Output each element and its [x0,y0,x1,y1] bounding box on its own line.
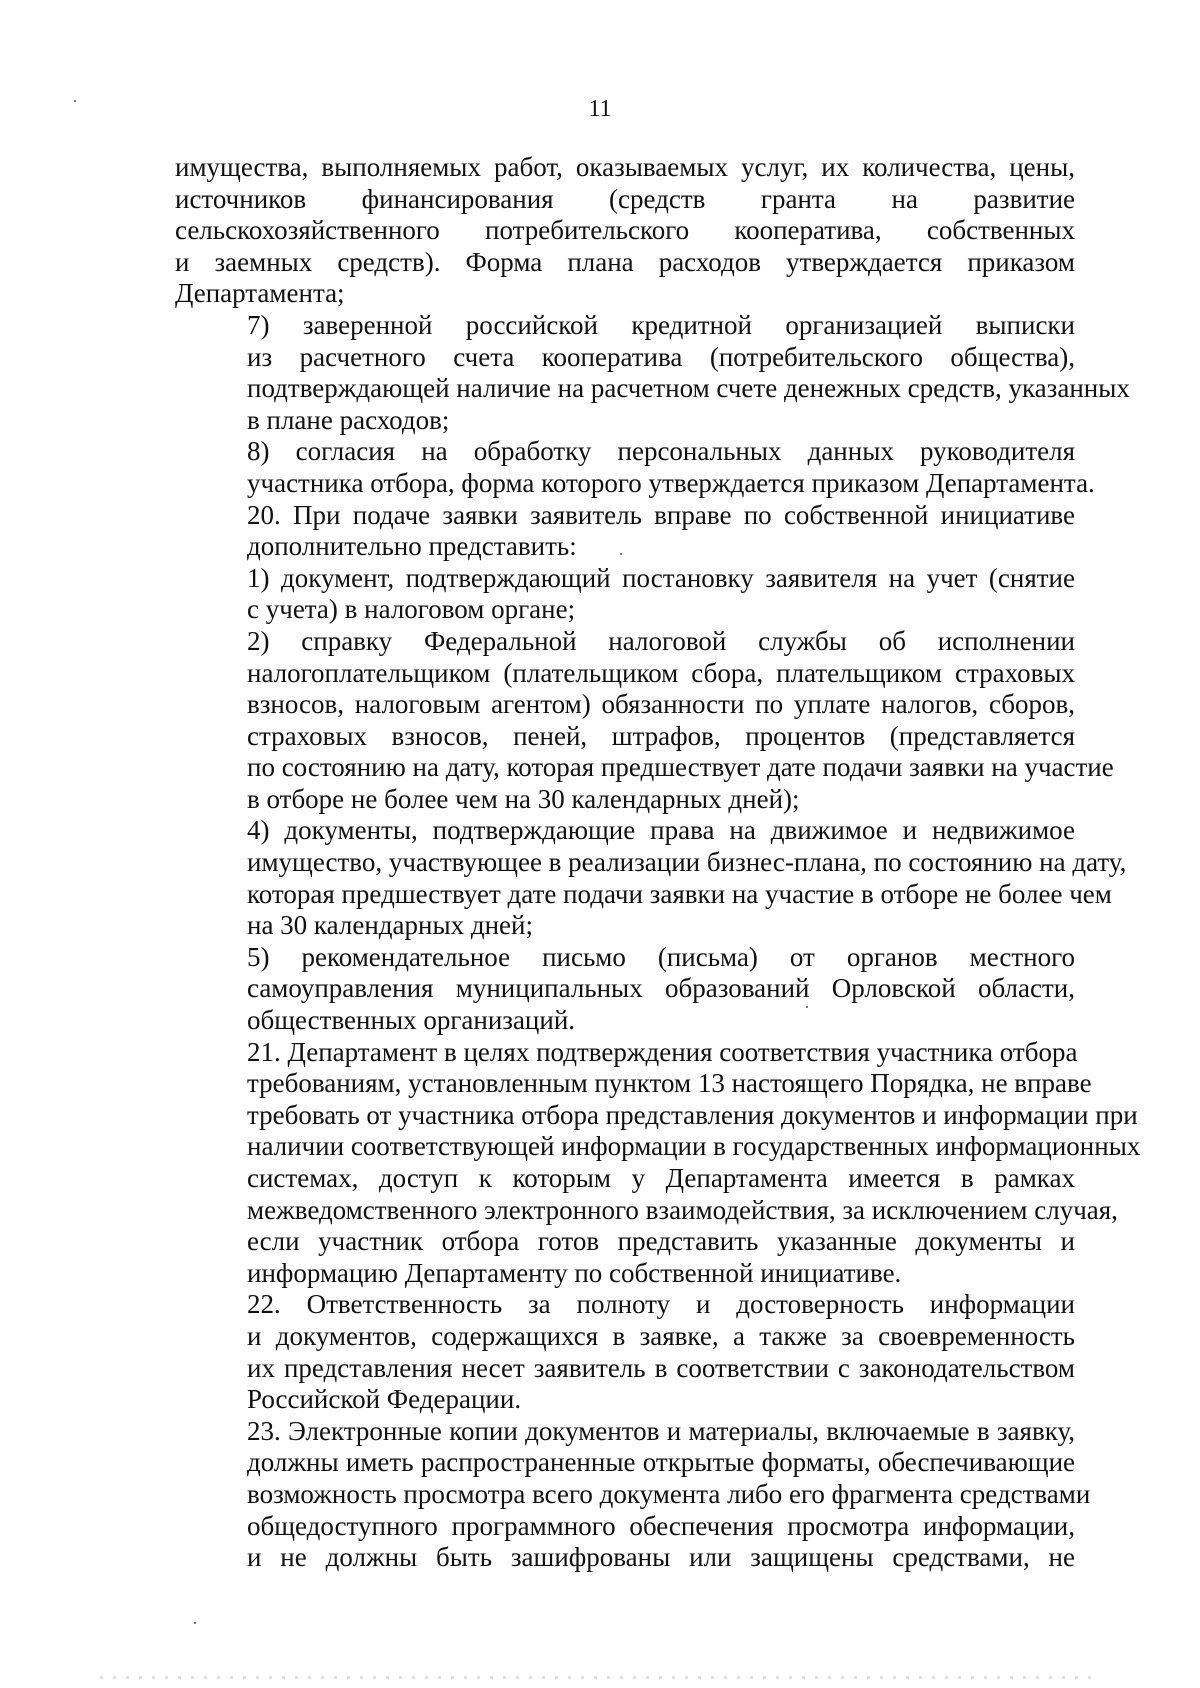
text-line: их представления несет заявитель в соответствии с законодательством [247,1352,1075,1383]
document-body [175,152,1141,1574]
scan-speck [620,553,622,555]
text-line: 1) документ, подтверждающий постановку заявителя на учет (снятие [247,562,1075,593]
text-line: наличии соответствующей информации в государственных информационных [247,1131,1141,1162]
text-line: и не должны быть зашифрованы или защищены средствами, не [247,1542,1075,1573]
text-line: сельскохозяйственного потребительского кооператива, собственных [175,215,1075,246]
text-line: подтверждающей наличие на расчетном счете денежных средств, указанных [247,373,1130,404]
text-line: с учета) в налоговом органе; [247,594,576,625]
text-line: на 30 календарных дней; [247,910,533,941]
paragraph [175,625,1114,816]
paragraph [175,436,1095,499]
paragraph [175,152,1075,310]
text-line: системах, доступ к которым у Департамента имеется в рамках [247,1163,1075,1193]
text-line: информацию Департаменту по собственной инициативе. [247,1257,902,1288]
paragraph [175,1289,1075,1415]
text-line: 4) документы, подтверждающие права на движимое и недвижимое [247,815,1075,846]
text-line: требовать от участника отбора представления документов и информации при [247,1099,1138,1130]
text-line: которая предшествует дате подачи заявки на участие в отборе не более чем [247,878,1112,909]
text-line: в плане расходов; [247,404,450,435]
text-line: межведомственного электронного взаимодействия, за исключением случая, [247,1194,1118,1225]
text-line: и документов, содержащихся в заявке, а также за своевременность [247,1320,1075,1351]
text-line: Российской Федерации. [247,1384,522,1415]
paragraph [175,1036,1141,1290]
text-line: имущества, выполняемых работ, оказываемых услуг, их количества, цены, [175,152,1075,182]
text-line: 7) заверенной российской кредитной организацией выписки [247,309,1075,340]
text-line: имущество, участвующее в реализации бизнес-плана, по состоянию на дату, [247,847,1127,878]
scan-edge-noise [100,1676,1100,1679]
text-line: требованиям, установленным пунктом 13 настоящего Порядка, не вправе [247,1068,1092,1099]
text-line: участника отбора, форма которого утверждается приказом Департамента. [247,467,1095,498]
paragraph [175,309,1130,436]
paragraph [175,563,1075,626]
text-line: должны иметь распространенные открытые форматы, обеспечивающие [247,1447,1075,1478]
text-line: если участник отбора готов представить указанные документы и [247,1226,1075,1257]
text-line: Департамента; [175,278,345,309]
text-line: взносов, налоговым агентом) обязанности по уплате налогов, сборов, [247,689,1075,720]
text-line: 22. Ответственность за полноту и достоверность информации [247,1289,1075,1320]
text-line: источников финансирования (средств гранта на развитие [175,183,1075,214]
text-line: самоуправления муниципальных образований Орловской области, [247,973,1075,1004]
text-line: из расчетного счета кооператива (потребительского общества), [247,341,1075,372]
text-line: дополнительно представить: [247,531,577,562]
text-line: налогоплательщиком (плательщиком сбора, плательщиком страховых [247,657,1075,688]
page-number: 11 [588,96,612,122]
text-line: и заемных средств). Форма плана расходов утверждается приказом [175,246,1075,277]
text-line: общедоступного программного обеспечения просмотра информации, [247,1510,1075,1541]
text-line: возможность просмотра всего документа либо его фрагмента средствами [247,1478,1091,1509]
text-line: 8) согласия на обработку персональных данных руководителя [247,436,1075,467]
text-line: 23. Электронные копии документов и материалы, включаемые в заявку, [247,1415,1075,1446]
scan-speck [74,100,76,102]
text-line: 5) рекомендательное письмо (письма) от органов местного [247,941,1075,972]
text-line: 2) справку Федеральной налоговой службы об исполнении [247,625,1075,656]
paragraph [175,500,1075,563]
scan-speck [194,1622,196,1624]
text-line: страховых взносов, пеней, штрафов, процентов (представляется [247,720,1075,751]
text-line: общественных организаций. [247,1005,576,1036]
text-line: в отборе не более чем на 30 календарных дней); [247,783,800,814]
text-line: 20. При подаче заявки заявитель вправе по собственной инициативе [247,499,1075,530]
text-line: по состоянию на дату, которая предшествует дате подачи заявки на участие [247,752,1114,783]
text-line: 21. Департамент в целях подтверждения соответствия участника отбора [247,1036,1078,1067]
paragraph [175,942,1075,1037]
paragraph [175,815,1127,941]
paragraph [175,1415,1091,1574]
scan-speck [806,1006,808,1008]
